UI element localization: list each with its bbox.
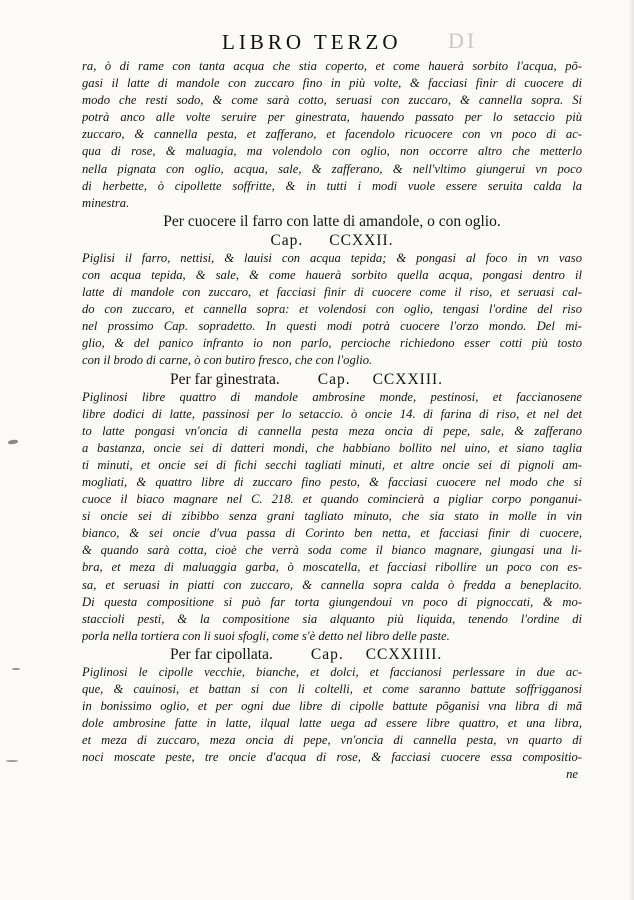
recipe-body-cipollata xyxy=(82,664,582,767)
text-line: do con zuccaro, et cannella sopra: et volendosi con oglio, tengasi l'ordine del riso xyxy=(82,302,582,317)
recipe-title: Per far cipollata. xyxy=(170,645,273,663)
text-line: noci moscate peste, tre oncie d'acqua di rose, & facciasi cuocere essa compositio- xyxy=(82,750,582,765)
page-edge-shadow xyxy=(628,0,634,900)
text-line: porla nella tortiera con li suoi sfogli, come s'è detto nel libro delle paste. xyxy=(82,628,450,643)
recipe-body-farro xyxy=(82,250,582,370)
ink-mark xyxy=(8,439,18,444)
chapter-number: CCXXIII. xyxy=(372,370,444,388)
running-header: LIBRO TERZO xyxy=(222,30,402,54)
recipe-title: Per far ginestrata. xyxy=(170,370,280,388)
page-body xyxy=(82,58,582,782)
text-line: bianco, & sei oncie d'vua passa di Corinto ben netta, et facciasi finir di cuocere, xyxy=(82,526,582,541)
text-line: di herbette, ò cipollette soffritte, & in tutti i modi vuole essere seruita calda la xyxy=(82,178,582,193)
text-line: sa, et seruasi in piatti con zuccaro, & cannella sopra calda ò fredda a beneplacito. xyxy=(82,577,582,592)
text-line: con il brodo di carne, ò con butiro fresco, che con l'oglio. xyxy=(82,353,373,368)
text-line: Piglinosi libre quattro di mandole ambrosine monde, pestinosi, et faccianosene xyxy=(82,389,582,404)
ink-mark xyxy=(6,760,18,762)
recipe-heading-ginestrata xyxy=(82,370,582,389)
text-line: ti minuti, et oncie sei di fichi secchi tagliati minuti, et altre oncie sei di pignoli am- xyxy=(82,457,582,472)
text-line: glio, & del panico infranto io non parlo, percioche richiedono esser cotti più tosto xyxy=(82,336,582,351)
chapter-label: Cap. xyxy=(270,231,304,249)
text-line: a bastanza, oncie sei di datteri mondi, che habbiano bollito nel uino, et siano taglia xyxy=(82,440,582,455)
chapter-label: Cap. xyxy=(317,370,351,388)
chapter-number: CCXXIIII. xyxy=(365,645,443,663)
text-line: modo che resti sodo, & come sarà cotto, seruasi con zuccaro, & cannella sopra. Si xyxy=(82,93,582,108)
chapter-number: CCXXII. xyxy=(329,231,394,249)
text-line: qua di rose, & maluagia, ma volendolo con oglio, non occorre altro che metterlo xyxy=(82,144,582,159)
text-line: minestra. xyxy=(82,195,130,210)
recipe-body-ginestrata xyxy=(82,389,582,645)
text-line: con acqua tepida, & sale, & come hauerà sorbito quella acqua, pongasi dentro il xyxy=(82,267,582,282)
text-line: ra, ò di rame con tanta acqua che stia coperto, et come hauerà sorbito l'acqua, põ- xyxy=(82,59,582,73)
ink-mark xyxy=(12,668,20,670)
text-line: si oncie sei di zibibbo senza grani tagliato minuto, che sia stato in molle in vin xyxy=(82,509,582,524)
catchword: ne xyxy=(566,767,578,782)
text-line: Piglisi il farro, nettisi, & lauisi con acqua tepida; & pongasi al foco in vn vaso xyxy=(82,250,582,265)
text-line: potrà anco alle volte seruire per ginestrata, hauendo passato per lo setaccio più xyxy=(82,110,582,125)
chapter-label: Cap. xyxy=(310,645,344,663)
text-line: to latte pongasi vn'oncia di cannella pesta meza oncia di pepe, sale, & zafferano xyxy=(82,423,582,438)
text-line: libre dodici di latte, passinosi per lo setaccio. ò oncie 14. di farina di riso, et nel det xyxy=(82,406,582,421)
text-line: latte di mandole con zuccaro, et facciasi finir di cuocere come il riso, et seruasi cal- xyxy=(82,285,582,300)
text-line: nella pignata con oglio, acqua, sale, & zafferano, & nell'vltimo giungerui vn poco xyxy=(82,161,582,176)
text-line: Piglinosi le cipolle vecchie, bianche, et dolci, et faccianosi perlessare in due ac- xyxy=(82,664,582,679)
text-line: Di questa compositione si può far torta giungendoui vn poco di pignoccati, & mo- xyxy=(82,594,582,609)
text-line: gasi il latte di mandole con zuccaro fino in più volte, & facciasi finir di cuocere di xyxy=(82,76,582,91)
text-line: staccioli pesti, & la compositione sia alquanto più liquida, tenendo l'ordine di xyxy=(82,611,582,626)
text-line: zuccaro, & cannella pesta, et zafferano, et facendolo ricuocere con vn poco di ac- xyxy=(82,127,582,142)
text-line: bra, et meza di maluaggia garba, ò moscatella, et facciasi ribollire un poco con es- xyxy=(82,560,582,575)
text-line: mogliati, & quattro libre di zuccaro fino pesto, & facciasi cuocere nel modo che si xyxy=(82,474,582,489)
text-line: dole ambrosine fatte in latte, ilqual latte uega ad essere libre quattro, et una libra, xyxy=(82,716,582,731)
chapter-heading-ccxxii xyxy=(82,231,582,250)
text-line: que, & cauinosi, et battan si con li coltelli, et come saranno battute soffrigganosi xyxy=(82,682,582,696)
text-line: cuoce il biaco magnare nel C. 218. et quando comincierà a pigliar corpo ponganui- xyxy=(82,492,582,507)
recipe-title-farro: Per cuocere il farro con latte di amandole, o con oglio. xyxy=(163,212,501,230)
text-line: nel prossimo Cap. sopradetto. In questi modi potrà cuocere l'orzo mondo. Del mi- xyxy=(82,319,582,334)
recipe-heading-cipollata xyxy=(82,645,582,664)
intro-paragraph xyxy=(82,58,582,212)
text-line: & quando sarà cotta, cioè che verrà soda come il bianco magnare, giungasi una li- xyxy=(82,543,582,558)
show-through-header: DI xyxy=(448,28,478,53)
text-line: et meza di zuccaro, meza oncia di pepe, vn'oncia di cannella pesta, vn quarto di xyxy=(82,733,582,748)
text-line: in bonissimo oglio, et per ogni due libre di cipolle battute põganisi vna libra di mã xyxy=(82,699,582,714)
